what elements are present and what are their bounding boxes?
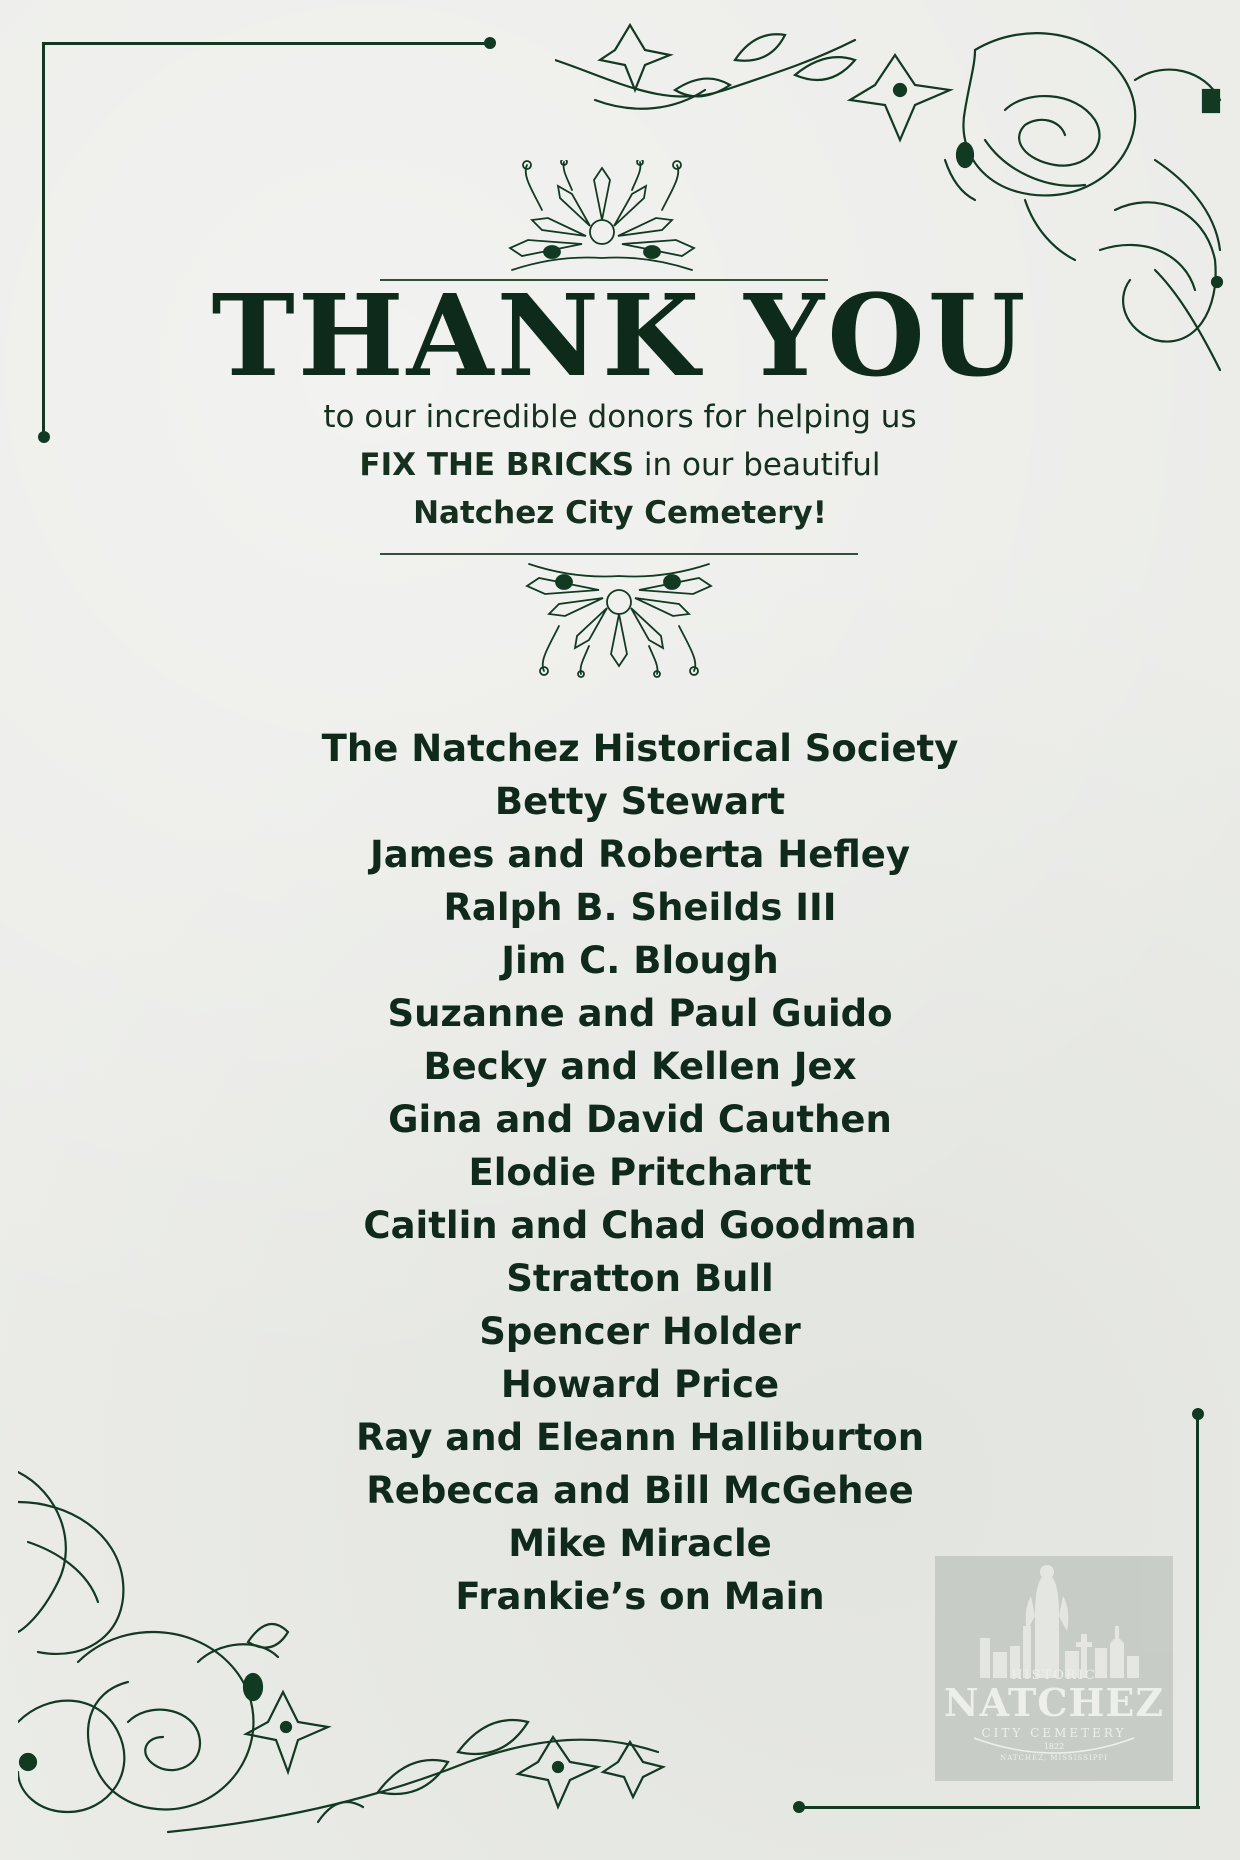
frame-line-bottom-right-horizontal <box>800 1806 1200 1809</box>
donor-name: Mike Miracle <box>508 1522 772 1565</box>
donor-name: The Natchez Historical Society <box>321 727 959 770</box>
divider-bottom <box>380 553 858 555</box>
message-line-2-rest: in our beautiful <box>634 447 881 483</box>
flower-ornament-bottom-icon <box>494 556 744 680</box>
logo-main-text: NATCHEZ <box>943 1680 1165 1725</box>
message-line-3 <box>0 489 1240 537</box>
donor-name: Caitlin and Chad Goodman <box>363 1204 917 1247</box>
message-highlight: FIX THE BRICKS <box>359 447 635 483</box>
donor-name: Gina and David Cauthen <box>388 1098 892 1141</box>
donor-name: Elodie Pritchartt <box>468 1151 812 1194</box>
donor-name: James and Roberta Hefley <box>370 833 910 876</box>
logo-arc-icon <box>970 1734 1138 1768</box>
donor-name: Spencer Holder <box>479 1310 801 1353</box>
message-line-1: to our incredible donors for helping us <box>323 399 917 435</box>
logo-year: 1822 <box>1043 1742 1065 1751</box>
donor-name: Rebecca and Bill McGehee <box>366 1469 914 1512</box>
donor-name: Stratton Bull <box>506 1257 774 1300</box>
message-line-2 <box>0 441 1240 489</box>
donor-name: Suzanne and Paul Guido <box>387 992 893 1035</box>
donor-list <box>0 722 1240 1623</box>
flower-ornament-top-icon <box>482 160 722 278</box>
logo-location: NATCHEZ, MISSISSIPPI <box>1000 1754 1108 1762</box>
donor-name: Becky and Kellen Jex <box>423 1045 857 1088</box>
donor-name: Frankie’s on Main <box>455 1575 825 1618</box>
frame-line-top-left-horizontal <box>44 42 491 45</box>
message-cemetery-name: Natchez City Cemetery! <box>413 495 827 531</box>
frame-dot-icon <box>793 1801 805 1813</box>
cemetery-logo <box>935 1556 1173 1781</box>
logo-sub-text: CITY CEMETERY <box>981 1726 1127 1740</box>
donor-name: Ralph B. Sheilds III <box>443 886 837 929</box>
page-title: THANK YOU <box>211 271 1029 402</box>
donor-name: Howard Price <box>500 1363 780 1406</box>
frame-dot-icon <box>484 37 496 49</box>
donor-name: Ray and Eleann Halliburton <box>355 1416 925 1459</box>
logo-top-text: HISTORIC <box>1011 1668 1097 1683</box>
donor-name: Jim C. Blough <box>501 939 779 982</box>
donor-name: Betty Stewart <box>494 780 786 823</box>
